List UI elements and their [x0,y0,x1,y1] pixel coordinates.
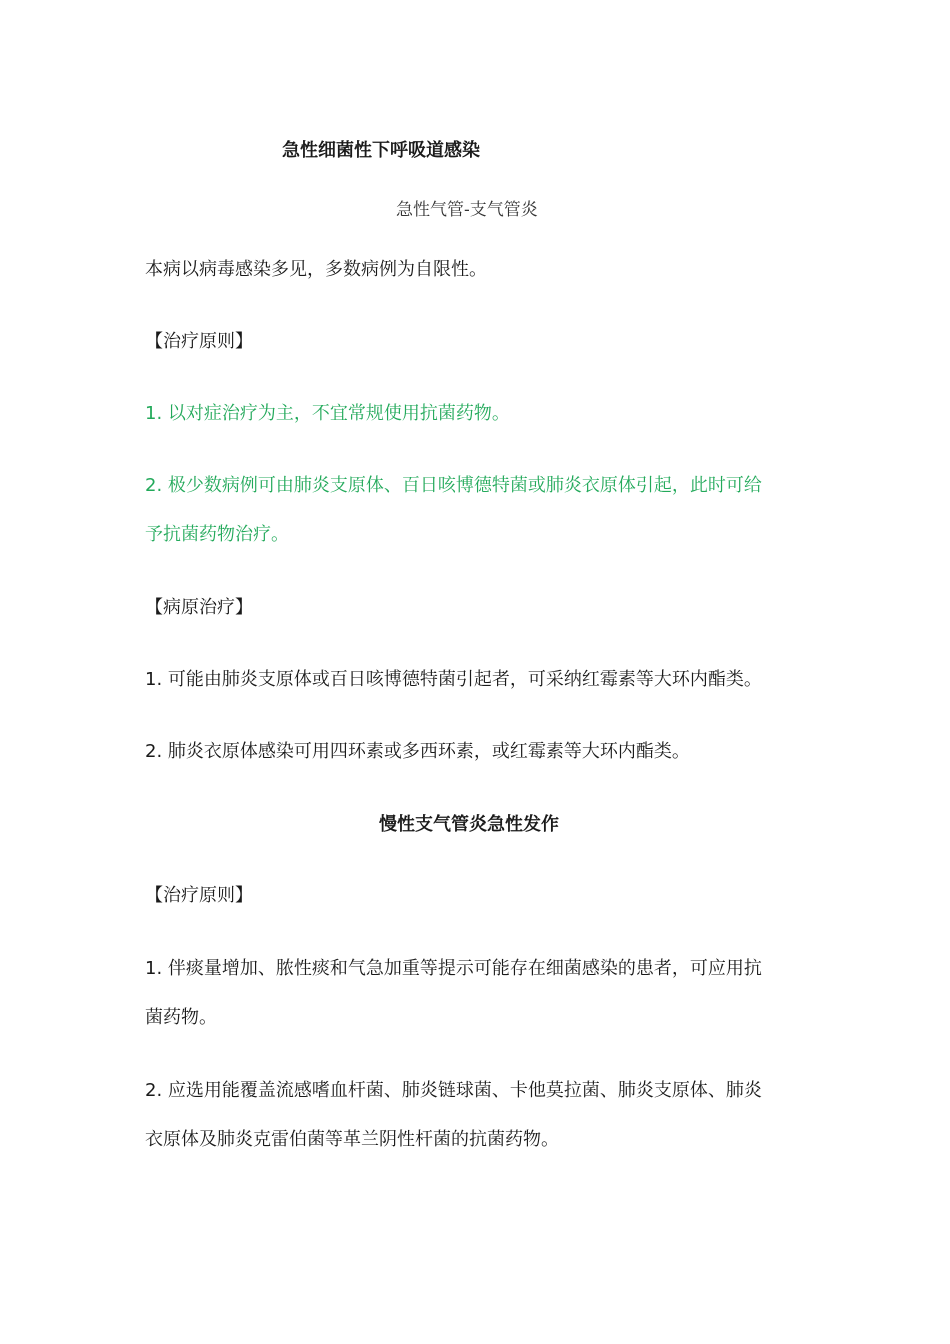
chronic-item-1-line-1: 1. 伴痰量增加、脓性痰和气急加重等提示可能存在细菌感染的患者，可应用抗 [145,958,762,979]
chronic-item-2-line-2: 衣原体及肺炎克雷伯菌等革兰阴性杆菌的抗菌药物。 [145,1129,559,1150]
intro-paragraph: 本病以病毒感染多见，多数病例为自限性。 [145,259,487,280]
treatment-item-2-line-1: 2. 极少数病例可由肺炎支原体、百日咳博德特菌或肺炎衣原体引起，此时可给 [145,475,762,496]
treatment-item-2-line-2: 予抗菌药物治疗。 [145,524,289,545]
pathogen-item-2: 2. 肺炎衣原体感染可用四环素或多西环素，或红霉素等大环内酯类。 [145,741,690,762]
treatment-item-1: 1. 以对症治疗为主，不宜常规使用抗菌药物。 [145,403,510,424]
chronic-item-1-line-2: 菌药物。 [145,1007,217,1028]
document-title: 急性细菌性下呼吸道感染 [282,140,480,161]
section-heading-pathogen-treatment: 【病原治疗】 [145,597,253,618]
section-heading-treatment-principle: 【治疗原则】 [145,331,253,352]
section-title-chronic-bronchitis: 慢性支气管炎急性发作 [379,814,559,835]
chronic-item-2-line-1: 2. 应选用能覆盖流感嗜血杆菌、肺炎链球菌、卡他莫拉菌、肺炎支原体、肺炎 [145,1080,762,1101]
pathogen-item-1: 1. 可能由肺炎支原体或百日咳博德特菌引起者，可采纳红霉素等大环内酯类。 [145,669,762,690]
document-subtitle: 急性气管-支气管炎 [396,200,538,220]
section-heading-treatment-principle-2: 【治疗原则】 [145,885,253,906]
